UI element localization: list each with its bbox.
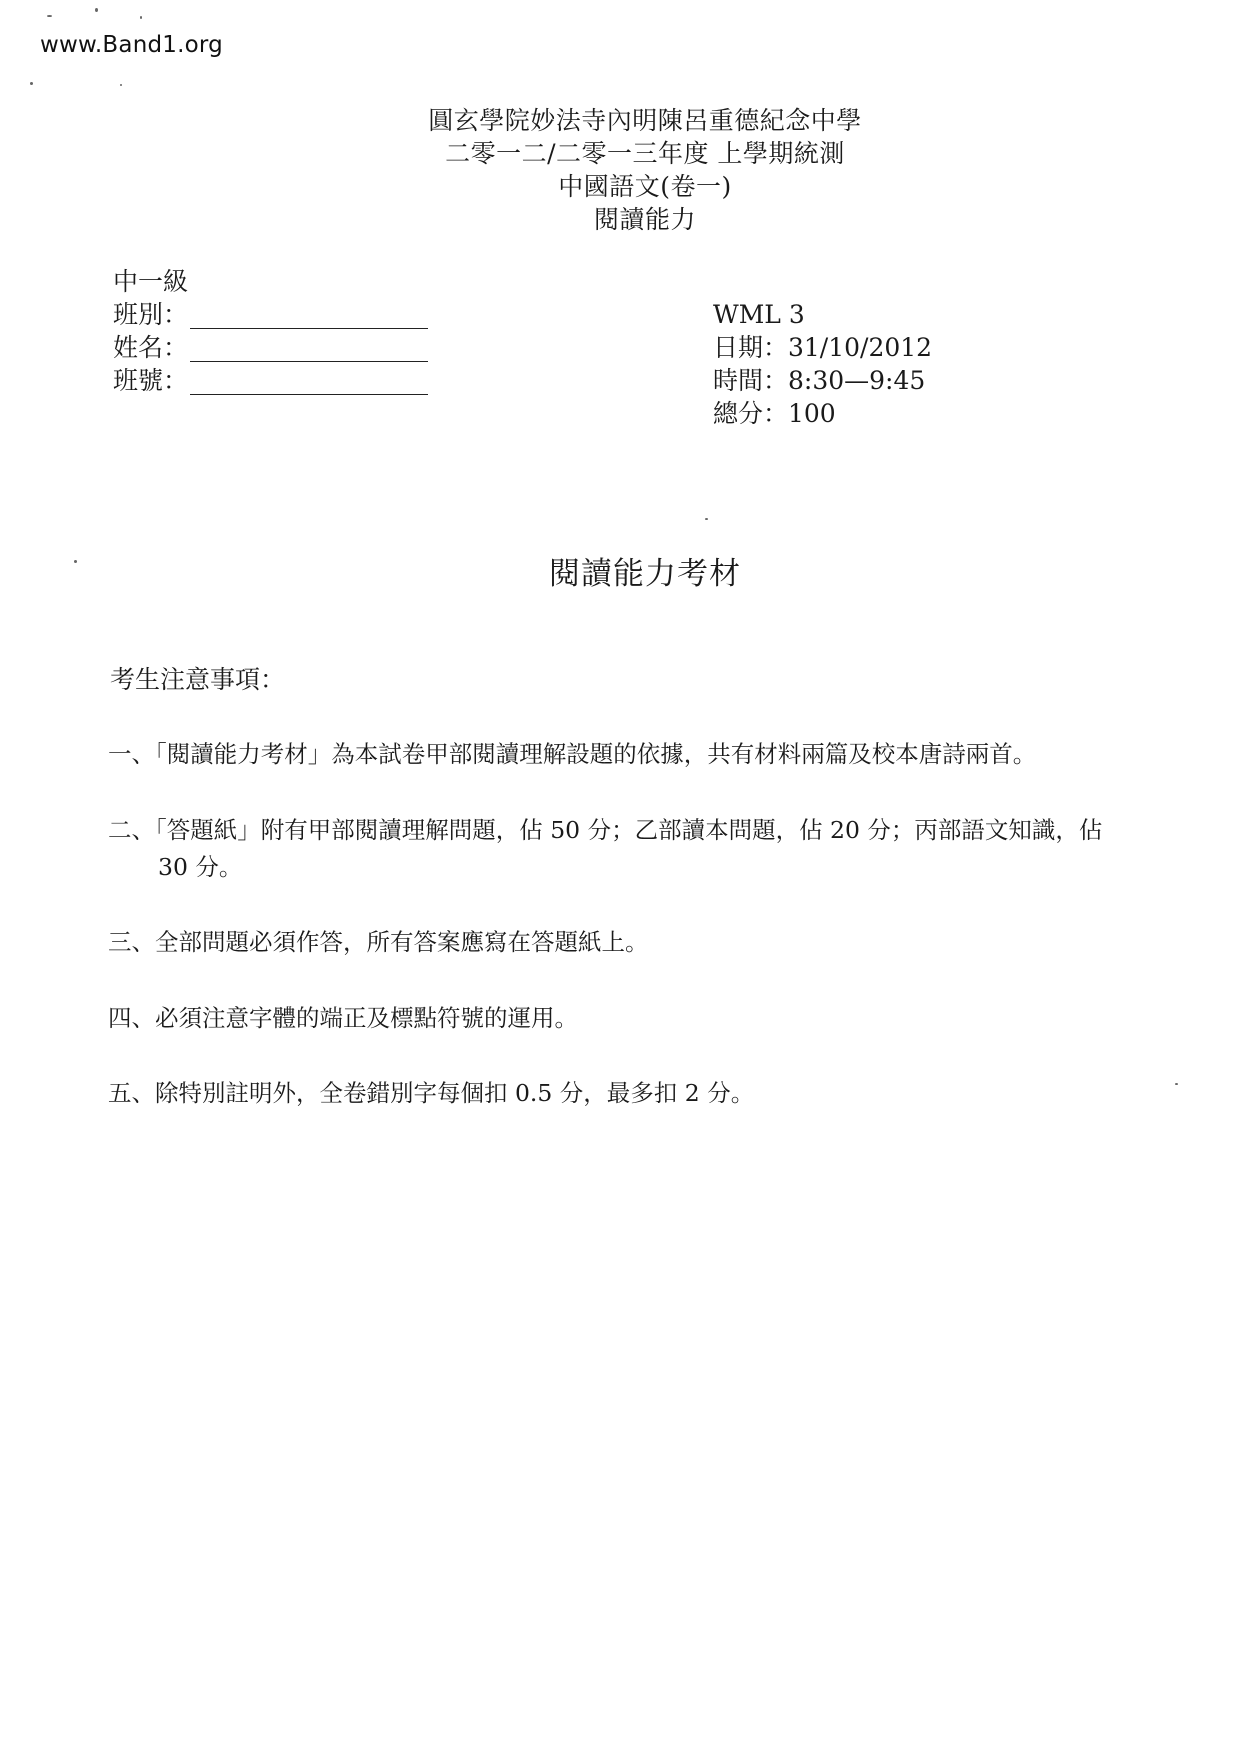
- notes-heading: 考生注意事項：: [110, 665, 286, 694]
- note-item: [108, 924, 1168, 961]
- section-title: 閱讀能力考材: [549, 556, 741, 592]
- exam-header: [0, 104, 1240, 236]
- number-row: [113, 364, 428, 397]
- academic-year-term: 二零一二/二零一三年度 上學期統測: [445, 139, 845, 168]
- scan-speck: [140, 16, 142, 19]
- note-text: 五、除特別註明外，全卷錯別字每個扣 0.5 分，最多扣 2 分。: [108, 1079, 755, 1107]
- exam-info-block: [713, 298, 932, 430]
- name-fill-line[interactable]: [190, 337, 428, 362]
- note-item: [108, 1075, 1168, 1112]
- exam-time: 時間：8:30—9:45: [713, 366, 926, 395]
- exam-date: 日期：31/10/2012: [713, 333, 933, 362]
- scan-speck: [1175, 1083, 1178, 1085]
- note-item: [108, 736, 1168, 773]
- scan-speck: [95, 8, 98, 12]
- note-text: 二、「答題紙」附有甲部閱讀理解問題，佔 50 分；乙部讀本問題，佔 20 分；丙部語文知識，佔: [108, 816, 1103, 844]
- note-text-continued: 30 分。: [158, 853, 243, 881]
- class-fill-line[interactable]: [190, 304, 428, 329]
- exam-code: WML 3: [713, 300, 805, 329]
- exam-total: 總分：100: [713, 399, 836, 428]
- scan-speck: [47, 15, 52, 17]
- note-item: [108, 812, 1168, 886]
- class-row: [113, 298, 428, 331]
- scan-speck: [120, 84, 122, 86]
- paper-title: 閱讀能力: [593, 205, 696, 234]
- subject-title: 中國語文(卷一): [558, 172, 732, 201]
- scan-speck: [30, 82, 33, 85]
- class-label: 班別：: [113, 300, 189, 329]
- name-row: [113, 331, 428, 364]
- student-info-block: [113, 265, 428, 397]
- number-label: 班號：: [113, 366, 189, 395]
- note-text: 一、「閱讀能力考材」為本試卷甲部閱讀理解設題的依據，共有材料兩篇及校本唐詩兩首。: [108, 740, 1037, 768]
- level-label: 中一級: [113, 267, 189, 296]
- note-text: 四、必須注意字體的端正及標點符號的運用。: [108, 1004, 578, 1032]
- school-name: 圓玄學院妙法寺內明陳呂重德紀念中學: [428, 106, 862, 135]
- watermark-text: www.Band1.org: [40, 32, 223, 58]
- number-fill-line[interactable]: [190, 370, 428, 395]
- level-row: [113, 265, 428, 298]
- note-text: 三、全部問題必須作答，所有答案應寫在答題紙上。: [108, 928, 649, 956]
- name-label: 姓名：: [113, 333, 189, 362]
- scan-speck: [705, 518, 708, 520]
- note-item: [108, 1000, 1168, 1037]
